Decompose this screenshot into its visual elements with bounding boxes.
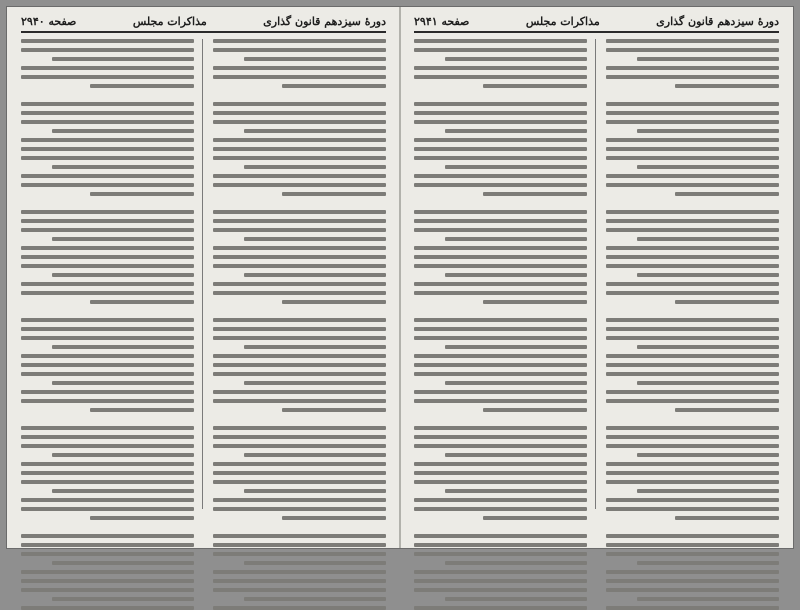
page-gutter (399, 7, 401, 548)
text-line-placeholder (606, 606, 779, 610)
text-line-placeholder (606, 309, 779, 313)
text-line-placeholder (414, 66, 587, 70)
text-line-placeholder (52, 597, 194, 601)
text-line-placeholder (606, 426, 779, 430)
text-line-placeholder (213, 111, 386, 115)
text-line-placeholder (21, 606, 194, 610)
text-line-placeholder (213, 318, 386, 322)
text-line-placeholder (414, 120, 587, 124)
text-line-placeholder (21, 228, 194, 232)
text-line-placeholder (606, 93, 779, 97)
text-line-placeholder (606, 291, 779, 295)
text-line-placeholder (213, 606, 386, 610)
left-page-session-title: دورهٔ سیزدهم قانون گذاری (656, 15, 779, 28)
text-line-placeholder (606, 363, 779, 367)
text-line-placeholder (213, 156, 386, 160)
text-line-placeholder (52, 381, 194, 385)
text-line-placeholder (21, 246, 194, 250)
text-line-placeholder (213, 525, 386, 529)
text-line-placeholder (52, 345, 194, 349)
text-line-placeholder (606, 174, 779, 178)
text-line-placeholder (414, 570, 587, 574)
text-line-placeholder (244, 561, 386, 565)
text-line-placeholder (445, 237, 587, 241)
text-line-placeholder (637, 165, 779, 169)
text-line-placeholder (213, 183, 386, 187)
text-line-placeholder (414, 498, 587, 502)
text-line-placeholder (606, 471, 779, 475)
left-page-column-2 (414, 39, 596, 509)
text-line-placeholder (414, 543, 587, 547)
text-line-placeholder (244, 57, 386, 61)
text-line-placeholder (21, 534, 194, 538)
text-line-placeholder (244, 597, 386, 601)
text-line-placeholder (606, 48, 779, 52)
text-line-placeholder (637, 489, 779, 493)
text-line-placeholder (90, 516, 194, 520)
text-line-placeholder (414, 471, 587, 475)
text-line-placeholder (606, 507, 779, 511)
text-line-placeholder (414, 174, 587, 178)
text-line-placeholder (483, 192, 587, 196)
text-line-placeholder (606, 219, 779, 223)
text-line-placeholder (414, 111, 587, 115)
text-line-placeholder (213, 201, 386, 205)
text-line-placeholder (21, 579, 194, 583)
text-line-placeholder (21, 309, 194, 313)
text-line-placeholder (213, 498, 386, 502)
text-line-placeholder (606, 138, 779, 142)
text-line-placeholder (21, 147, 194, 151)
text-line-placeholder (21, 93, 194, 97)
text-line-placeholder (282, 516, 386, 520)
text-line-placeholder (21, 183, 194, 187)
text-line-placeholder (213, 264, 386, 268)
text-line-placeholder (90, 84, 194, 88)
text-line-placeholder (21, 363, 194, 367)
text-line-placeholder (606, 372, 779, 376)
text-line-placeholder (414, 480, 587, 484)
text-line-placeholder (675, 516, 779, 520)
text-line-placeholder (606, 120, 779, 124)
right-page (7, 7, 400, 548)
left-page-number: صفحه ۲۹۴۱ (414, 15, 470, 28)
text-line-placeholder (637, 561, 779, 565)
text-line-placeholder (414, 606, 587, 610)
text-line-placeholder (414, 579, 587, 583)
text-line-placeholder (21, 120, 194, 124)
text-line-placeholder (21, 66, 194, 70)
text-line-placeholder (21, 498, 194, 502)
text-line-placeholder (21, 282, 194, 286)
text-line-placeholder (483, 408, 587, 412)
text-line-placeholder (606, 327, 779, 331)
text-line-placeholder (414, 219, 587, 223)
text-line-placeholder (213, 435, 386, 439)
text-line-placeholder (52, 273, 194, 277)
text-line-placeholder (21, 588, 194, 592)
text-line-placeholder (414, 363, 587, 367)
text-line-placeholder (637, 237, 779, 241)
text-line-placeholder (414, 138, 587, 142)
text-line-placeholder (414, 417, 587, 421)
text-line-placeholder (52, 453, 194, 457)
text-line-placeholder (21, 75, 194, 79)
text-line-placeholder (213, 354, 386, 358)
left-page-columns (414, 39, 779, 509)
text-line-placeholder (21, 435, 194, 439)
left-page-column-1 (606, 39, 779, 509)
text-line-placeholder (606, 102, 779, 106)
text-line-placeholder (21, 48, 194, 52)
text-line-placeholder (21, 201, 194, 205)
text-line-placeholder (606, 201, 779, 205)
right-page-columns (21, 39, 386, 509)
text-line-placeholder (414, 39, 587, 43)
text-line-placeholder (21, 552, 194, 556)
text-line-placeholder (244, 165, 386, 169)
text-line-placeholder (414, 255, 587, 259)
text-line-placeholder (637, 381, 779, 385)
text-line-placeholder (213, 570, 386, 574)
text-line-placeholder (414, 444, 587, 448)
text-line-placeholder (213, 552, 386, 556)
text-line-placeholder (414, 291, 587, 295)
text-line-placeholder (213, 246, 386, 250)
text-line-placeholder (213, 444, 386, 448)
text-line-placeholder (606, 417, 779, 421)
text-line-placeholder (21, 327, 194, 331)
text-line-placeholder (606, 156, 779, 160)
right-page-number: صفحه ۲۹۴۰ (21, 15, 77, 28)
text-line-placeholder (483, 300, 587, 304)
text-line-placeholder (52, 489, 194, 493)
text-line-placeholder (213, 390, 386, 394)
text-line-placeholder (414, 147, 587, 151)
text-line-placeholder (606, 336, 779, 340)
text-line-placeholder (90, 192, 194, 196)
text-line-placeholder (675, 408, 779, 412)
text-line-placeholder (445, 345, 587, 349)
text-line-placeholder (21, 336, 194, 340)
text-line-placeholder (445, 57, 587, 61)
text-line-placeholder (414, 282, 587, 286)
text-line-placeholder (244, 129, 386, 133)
text-line-placeholder (21, 255, 194, 259)
text-line-placeholder (606, 246, 779, 250)
text-line-placeholder (21, 390, 194, 394)
text-line-placeholder (213, 219, 386, 223)
text-line-placeholder (21, 426, 194, 430)
text-line-placeholder (606, 264, 779, 268)
text-line-placeholder (606, 147, 779, 151)
text-line-placeholder (675, 300, 779, 304)
text-line-placeholder (414, 75, 587, 79)
text-line-placeholder (414, 228, 587, 232)
text-line-placeholder (606, 255, 779, 259)
text-line-placeholder (414, 372, 587, 376)
text-line-placeholder (21, 111, 194, 115)
text-line-placeholder (52, 561, 194, 565)
text-line-placeholder (21, 372, 194, 376)
text-line-placeholder (213, 399, 386, 403)
text-line-placeholder (445, 453, 587, 457)
text-line-placeholder (213, 579, 386, 583)
text-line-placeholder (213, 93, 386, 97)
text-line-placeholder (606, 210, 779, 214)
text-line-placeholder (213, 120, 386, 124)
text-line-placeholder (21, 507, 194, 511)
text-line-placeholder (244, 345, 386, 349)
text-line-placeholder (637, 273, 779, 277)
text-line-placeholder (606, 570, 779, 574)
text-line-placeholder (414, 201, 587, 205)
text-line-placeholder (414, 462, 587, 466)
text-line-placeholder (244, 381, 386, 385)
text-line-placeholder (213, 138, 386, 142)
text-line-placeholder (21, 318, 194, 322)
text-line-placeholder (445, 597, 587, 601)
text-line-placeholder (21, 417, 194, 421)
text-line-placeholder (483, 84, 587, 88)
text-line-placeholder (52, 129, 194, 133)
text-line-placeholder (606, 498, 779, 502)
text-line-placeholder (606, 444, 779, 448)
text-line-placeholder (213, 102, 386, 106)
right-page-column-1 (213, 39, 386, 509)
text-line-placeholder (606, 183, 779, 187)
text-line-placeholder (21, 102, 194, 106)
text-line-placeholder (213, 507, 386, 511)
text-line-placeholder (213, 228, 386, 232)
text-line-placeholder (21, 525, 194, 529)
text-line-placeholder (213, 480, 386, 484)
text-line-placeholder (445, 273, 587, 277)
text-line-placeholder (90, 408, 194, 412)
text-line-placeholder (414, 327, 587, 331)
text-line-placeholder (213, 543, 386, 547)
text-line-placeholder (21, 138, 194, 142)
text-line-placeholder (414, 93, 587, 97)
text-line-placeholder (606, 480, 779, 484)
text-line-placeholder (213, 39, 386, 43)
text-line-placeholder (21, 39, 194, 43)
text-line-placeholder (606, 525, 779, 529)
text-line-placeholder (606, 534, 779, 538)
text-line-placeholder (21, 291, 194, 295)
text-line-placeholder (414, 210, 587, 214)
text-line-placeholder (213, 471, 386, 475)
text-line-placeholder (213, 372, 386, 376)
text-line-placeholder (414, 507, 587, 511)
text-line-placeholder (445, 129, 587, 133)
text-line-placeholder (675, 192, 779, 196)
text-line-placeholder (414, 525, 587, 529)
text-line-placeholder (606, 435, 779, 439)
left-page-header (414, 15, 779, 33)
text-line-placeholder (213, 309, 386, 313)
text-line-placeholder (414, 336, 587, 340)
text-line-placeholder (606, 282, 779, 286)
text-line-placeholder (606, 318, 779, 322)
text-line-placeholder (213, 255, 386, 259)
text-line-placeholder (213, 534, 386, 538)
text-line-placeholder (606, 588, 779, 592)
right-page-column-2 (21, 39, 203, 509)
text-line-placeholder (637, 597, 779, 601)
text-line-placeholder (213, 75, 386, 79)
text-line-placeholder (213, 210, 386, 214)
text-line-placeholder (244, 237, 386, 241)
text-line-placeholder (21, 174, 194, 178)
text-line-placeholder (52, 57, 194, 61)
text-line-placeholder (637, 453, 779, 457)
text-line-placeholder (21, 219, 194, 223)
text-line-placeholder (606, 228, 779, 232)
text-line-placeholder (52, 237, 194, 241)
text-line-placeholder (244, 273, 386, 277)
text-line-placeholder (244, 453, 386, 457)
text-line-placeholder (445, 381, 587, 385)
text-line-placeholder (637, 345, 779, 349)
text-line-placeholder (606, 399, 779, 403)
text-line-placeholder (213, 336, 386, 340)
text-line-placeholder (21, 471, 194, 475)
text-line-placeholder (21, 210, 194, 214)
text-line-placeholder (414, 102, 587, 106)
text-line-placeholder (213, 282, 386, 286)
text-line-placeholder (21, 462, 194, 466)
right-page-header (21, 15, 386, 33)
text-line-placeholder (213, 327, 386, 331)
right-page-session-title: دورهٔ سیزدهم قانون گذاری (263, 15, 386, 28)
text-line-placeholder (606, 75, 779, 79)
text-line-placeholder (213, 588, 386, 592)
text-line-placeholder (483, 516, 587, 520)
left-page (400, 7, 793, 548)
text-line-placeholder (213, 66, 386, 70)
text-line-placeholder (213, 363, 386, 367)
text-line-placeholder (414, 156, 587, 160)
text-line-placeholder (606, 543, 779, 547)
text-line-placeholder (606, 354, 779, 358)
text-line-placeholder (414, 48, 587, 52)
text-line-placeholder (21, 570, 194, 574)
text-line-placeholder (213, 426, 386, 430)
text-line-placeholder (21, 444, 194, 448)
text-line-placeholder (213, 417, 386, 421)
text-line-placeholder (414, 390, 587, 394)
text-line-placeholder (606, 552, 779, 556)
text-line-placeholder (606, 39, 779, 43)
text-line-placeholder (213, 48, 386, 52)
text-line-placeholder (21, 543, 194, 547)
text-line-placeholder (282, 408, 386, 412)
text-line-placeholder (414, 318, 587, 322)
text-line-placeholder (213, 147, 386, 151)
text-line-placeholder (21, 354, 194, 358)
text-line-placeholder (282, 192, 386, 196)
text-line-placeholder (414, 246, 587, 250)
text-line-placeholder (213, 291, 386, 295)
text-line-placeholder (213, 174, 386, 178)
text-line-placeholder (606, 579, 779, 583)
text-line-placeholder (21, 480, 194, 484)
text-line-placeholder (606, 390, 779, 394)
text-line-placeholder (414, 399, 587, 403)
text-line-placeholder (445, 489, 587, 493)
text-line-placeholder (52, 165, 194, 169)
text-line-placeholder (606, 111, 779, 115)
text-line-placeholder (414, 435, 587, 439)
text-line-placeholder (414, 552, 587, 556)
text-line-placeholder (637, 57, 779, 61)
right-page-proceedings-title: مذاکرات مجلس (132, 15, 207, 28)
book-spread (6, 6, 794, 549)
text-line-placeholder (282, 300, 386, 304)
text-line-placeholder (637, 129, 779, 133)
text-line-placeholder (90, 300, 194, 304)
text-line-placeholder (414, 309, 587, 313)
text-line-placeholder (282, 84, 386, 88)
text-line-placeholder (675, 84, 779, 88)
text-line-placeholder (21, 264, 194, 268)
text-line-placeholder (606, 66, 779, 70)
text-line-placeholder (606, 462, 779, 466)
text-line-placeholder (414, 534, 587, 538)
text-line-placeholder (445, 561, 587, 565)
text-line-placeholder (445, 165, 587, 169)
left-page-proceedings-title: مذاکرات مجلس (525, 15, 600, 28)
text-line-placeholder (21, 399, 194, 403)
text-line-placeholder (414, 183, 587, 187)
text-line-placeholder (21, 156, 194, 160)
text-line-placeholder (414, 264, 587, 268)
text-line-placeholder (244, 489, 386, 493)
text-line-placeholder (414, 354, 587, 358)
text-line-placeholder (414, 426, 587, 430)
text-line-placeholder (414, 588, 587, 592)
text-line-placeholder (213, 462, 386, 466)
